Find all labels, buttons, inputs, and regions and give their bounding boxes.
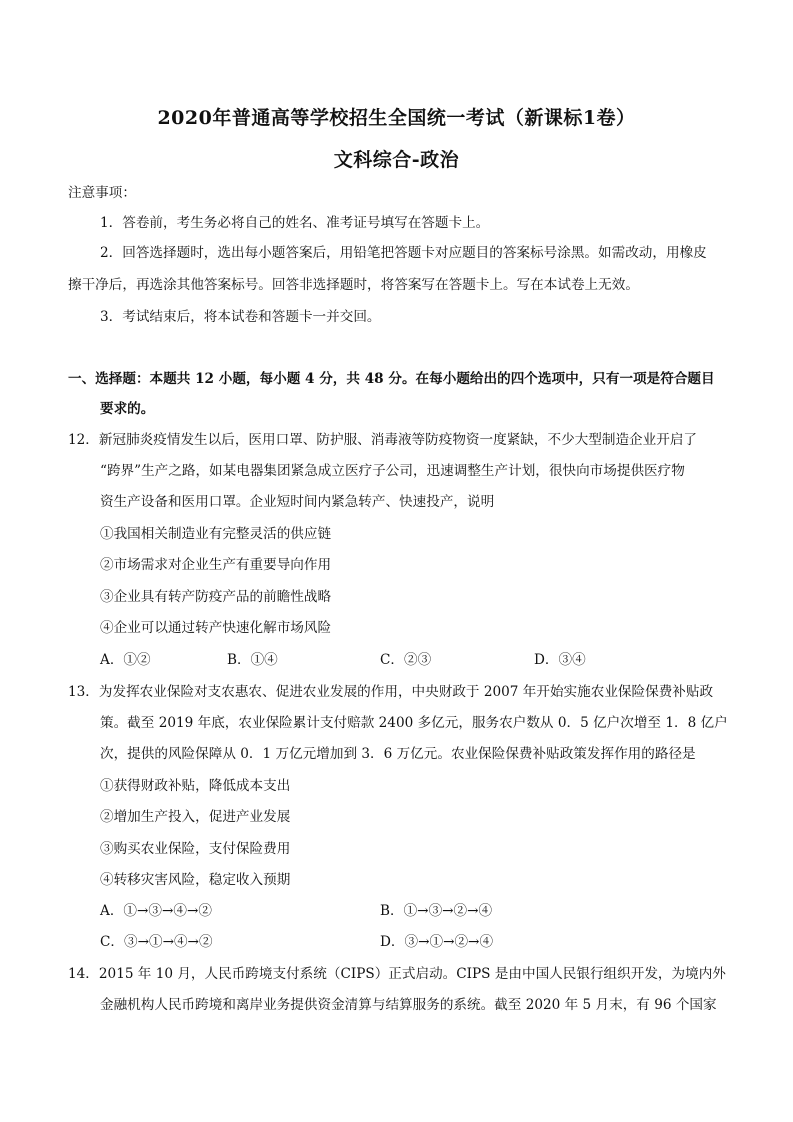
question-13-text: 次，提供的风险保障从 0．1 万亿元增加到 3．6 万亿元。农业保险保费补贴政策发挥作用的路径是 — [100, 746, 696, 762]
notice-heading: 注意事项： — [68, 185, 136, 201]
statement: ②市场需求对企业生产有重要导向作用 — [100, 557, 332, 573]
exam-title: 2020年普通高等学校招生全国统一考试（新课标1卷） — [157, 107, 636, 129]
option-c: C．③→①→④→② — [100, 934, 213, 950]
notice-item: 2．回答选择题时，选出每小题答案后，用铅笔把答题卡对应题目的答案标号涂黑。如需改动，用橡皮 — [100, 245, 707, 261]
statement: ④企业可以通过转产快速化解市场风险 — [100, 620, 332, 636]
option-b: B．①④ — [227, 652, 278, 668]
question-13-text: 13．为发挥农业保险对支农惠农、促进农业发展的作用，中央财政于 2007 年开始实施农业保险保费补贴政 — [68, 684, 714, 700]
question-13-text: 策。截至 2019 年底，农业保险累计支付赔款 2400 多亿元，服务农户数从 0．5 亿户次增至 1．8 亿户 — [100, 715, 728, 731]
statement: ④转移灾害风险，稳定收入预期 — [100, 872, 291, 888]
option-a: A．①② — [100, 652, 151, 668]
question-12-text: 资生产设备和医用口罩。企业短时间内紧急转产、快速投产，说明 — [100, 494, 495, 510]
option-a: A．①→③→④→② — [100, 903, 212, 919]
question-12-text: 12．新冠肺炎疫情发生以后，医用口罩、防护服、消毒液等防疫物资一度紧缺，不少大型制造企业开启了 — [68, 432, 698, 448]
exam-subtitle: 文科综合-政治 — [333, 149, 460, 171]
statement: ③购买农业保险，支付保险费用 — [100, 841, 291, 857]
notice-item: 擦干净后，再选涂其他答案标号。回答非选择题时，将答案写在答题卡上。写在本试卷上无效。 — [68, 277, 639, 293]
statement: ③企业具有转产防疫产品的前瞻性战略 — [100, 589, 332, 605]
question-12-text: “跨界”生产之路，如某电器集团紧急成立医疗子公司，迅速调整生产计划，很快向市场提供医疗物 — [100, 463, 685, 479]
option-b: B．①→③→②→④ — [380, 903, 493, 919]
option-d: D．③④ — [534, 652, 586, 668]
section-heading-cont: 要求的。 — [100, 401, 155, 417]
notice-item: 1．答卷前，考生务必将自己的姓名、准考证号填写在答题卡上。 — [100, 215, 490, 231]
question-14-text: 14．2015 年 10 月，人民币跨境支付系统（CIPS）正式启动。CIPS 是由中国人民银行组织开发，为境内外 — [68, 966, 726, 982]
notice-item: 3．考试结束后，将本试卷和答题卡一并交回。 — [100, 309, 381, 325]
option-d: D．③→①→②→④ — [380, 934, 494, 950]
statement: ①获得财政补贴，降低成本支出 — [100, 778, 291, 794]
question-14-text: 金融机构人民币跨境和离岸业务提供资金清算与结算服务的系统。截至 2020 年 5 月末，有 96 个国家 — [100, 997, 717, 1013]
statement: ①我国相关制造业有完整灵活的供应链 — [100, 526, 332, 542]
statement: ②增加生产投入，促进产业发展 — [100, 809, 291, 825]
section-heading: 一、选择题：本题共 12 小题，每小题 4 分，共 48 分。在每小题给出的四个选项中，只有一项是符合题目 — [68, 371, 715, 387]
option-c: C．②③ — [380, 652, 432, 668]
